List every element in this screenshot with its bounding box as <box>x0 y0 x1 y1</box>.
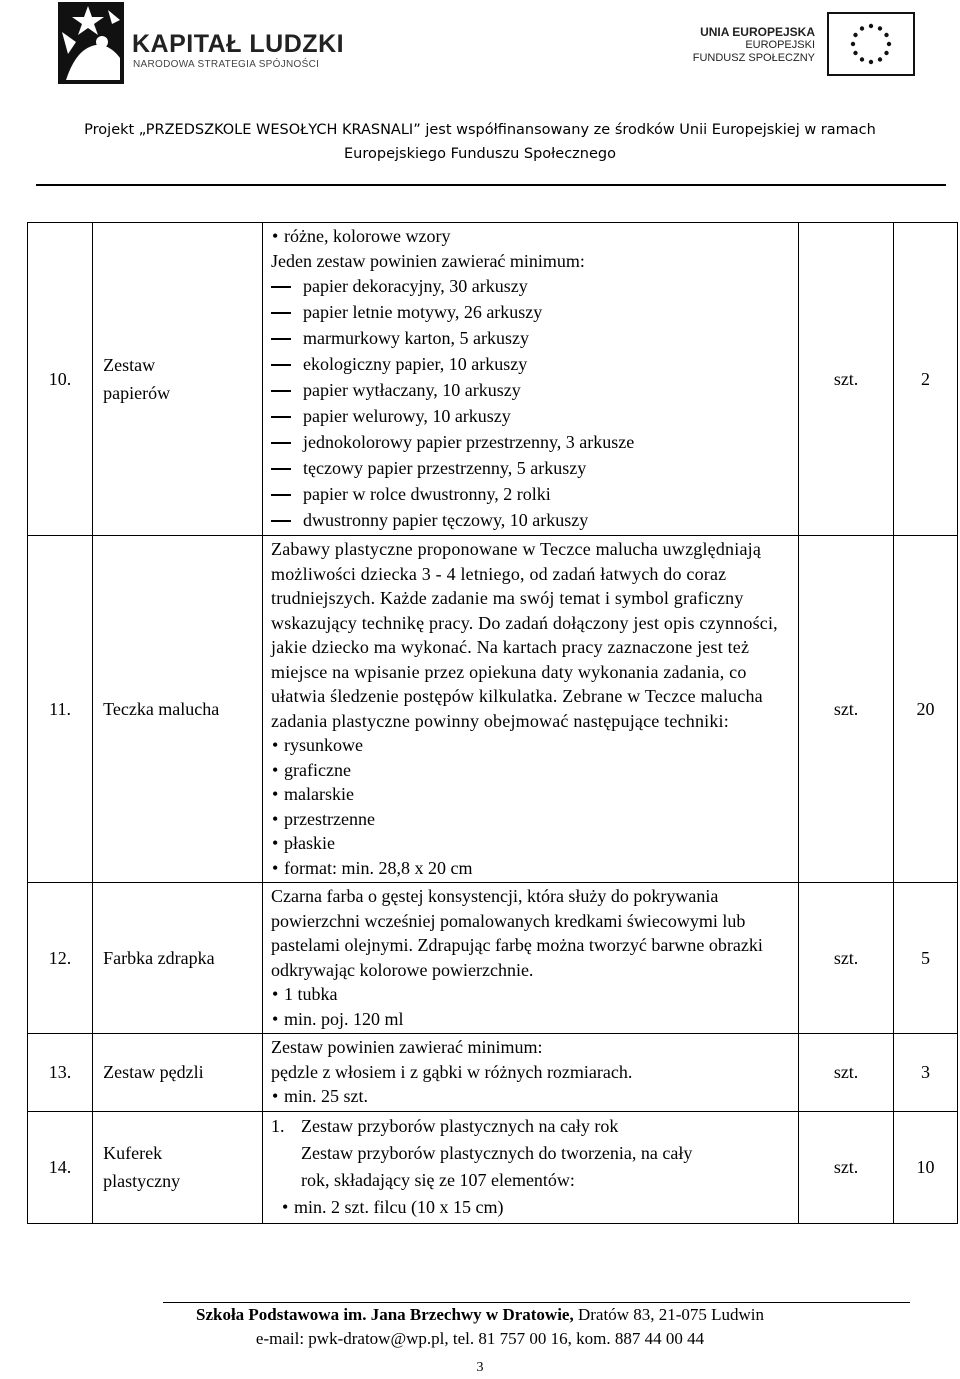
item-name <box>93 223 263 536</box>
table-row <box>28 1111 958 1223</box>
list-item: papier letnie motywy, 26 arkuszy <box>271 299 794 325</box>
project-line1: Projekt „PRZEDSZKOLE WESOŁYCH KRASNALI” jest współfinansowany ze środków Unii Europejskiej w ramach <box>84 122 876 138</box>
description-paragraph: Zabawy plastyczne proponowane w Teczce malucha uwzględniają możliwości dziecka 3 - 4 letniego, od zadań łatwych do coraz trudniejszych. Każde zadanie ma swój temat i symbol graficzny wskazujący technikę pracy. Do zadań dołączony jest opis czynności, jakie dziecko ma wykonać. Na kartach pracy zaznaczone jest też miejsce na wpisanie przez opiekuna daty wykonania zadania, co ułatwia śledzenie postępów kilkulatka. Zebrane w Teczce malucha zadania plastyczne powinny obejmować następujące techniki: <box>271 539 778 731</box>
numbered-text: Zestaw przyborów plastycznych na cały rok <box>301 1115 619 1136</box>
item-name: Farbka zdrapka <box>93 883 263 1034</box>
item-number: 13. <box>28 1034 93 1112</box>
list-item: • graficzne <box>271 758 794 783</box>
list-item: ekologiczny papier, 10 arkuszy <box>271 351 794 377</box>
list-item: • min. poj. 120 ml <box>271 1007 794 1032</box>
item-quantity: 3 <box>893 1034 957 1112</box>
dash-list <box>271 273 794 533</box>
item-description <box>263 883 799 1034</box>
bullet-list <box>271 733 794 880</box>
list-item: tęczowy papier przestrzenny, 5 arkuszy <box>271 455 794 481</box>
item-name-line: Zestaw <box>103 355 156 375</box>
footer-school-address: Dratów 83, 21-075 Ludwin <box>573 1305 765 1324</box>
item-name: Zestaw pędzli <box>93 1034 263 1112</box>
item-description <box>263 1111 799 1223</box>
item-description <box>263 1034 799 1112</box>
list-item: • format: min. 28,8 x 20 cm <box>271 856 794 881</box>
item-unit: szt. <box>799 1034 894 1112</box>
description-paragraph: Czarna farba o gęstej konsystencji, która służy do pokrywania powierzchni wcześniej pomalowanych kredkami świecowymi lub pastelami olejnymi. Zdrapując farbę można tworzyć barwne obrazki odkrywając kolorowe powierzchnie. <box>271 886 763 980</box>
item-quantity: 20 <box>893 536 957 883</box>
list-item: papier wytłaczany, 10 arkuszy <box>271 377 794 403</box>
page-header <box>0 0 960 190</box>
list-item: marmurkowy karton, 5 arkuszy <box>271 325 794 351</box>
description-line: Zestaw powinien zawierać minimum: <box>271 1037 543 1057</box>
item-number: 11. <box>28 536 93 883</box>
page-number: 3 <box>476 1360 484 1375</box>
eu-line2: EUROPEJSKI <box>745 39 815 51</box>
item-name-line: Kuferek <box>103 1143 163 1163</box>
eu-logo-text <box>693 26 815 65</box>
kapital-ludzki-subtitle: NARODOWA STRATEGIA SPÓJNOŚCI <box>133 59 320 70</box>
item-unit: szt. <box>799 883 894 1034</box>
table-row <box>28 536 958 883</box>
item-unit: szt. <box>799 1111 894 1223</box>
item-unit: szt. <box>799 223 894 536</box>
kapital-ludzki-logo <box>58 2 348 86</box>
eu-logo <box>692 12 915 78</box>
kapital-ludzki-emblem-icon <box>58 2 124 84</box>
bullet-list <box>271 982 794 1031</box>
item-quantity: 5 <box>893 883 957 1034</box>
items-table <box>27 222 958 1224</box>
numbered-item <box>271 1113 794 1140</box>
description-intro: Jeden zestaw powinien zawierać minimum: <box>271 250 585 271</box>
bullet-list <box>271 1084 794 1109</box>
item-quantity: 10 <box>893 1111 957 1223</box>
list-item: papier dekoracyjny, 30 arkuszy <box>271 273 794 299</box>
table-row <box>28 223 958 536</box>
list-item: • 1 tubka <box>271 982 794 1007</box>
eu-flag-icon <box>827 12 915 76</box>
footer-school <box>0 1305 960 1325</box>
footer-contact: e-mail: pwk-dratow@wp.pl, tel. 81 757 00 16, kom. 887 44 00 44 <box>255 1329 705 1348</box>
list-item: dwustronny papier tęczowy, 10 arkuszy <box>271 507 794 533</box>
list-item: • płaskie <box>271 831 794 856</box>
list-item: • różne, kolorowe wzory <box>271 224 794 249</box>
project-line2: Europejskiego Funduszu Społecznego <box>344 146 616 162</box>
item-description <box>263 223 799 536</box>
kapital-ludzki-name: KAPITAŁ LUDZKI <box>132 30 345 58</box>
footer-divider <box>163 1302 910 1303</box>
eu-line3: FUNDUSZ SPOŁECZNY <box>692 52 815 64</box>
item-quantity: 2 <box>893 223 957 536</box>
item-name <box>93 1111 263 1223</box>
list-item: papier welurowy, 10 arkuszy <box>271 403 794 429</box>
item-description <box>263 536 799 883</box>
eu-line1: UNIA EUROPEJSKA <box>700 25 815 39</box>
list-item: • min. 2 szt. filcu (10 x 15 cm) <box>281 1194 794 1221</box>
list-item: jednokolorowy papier przestrzenny, 3 arkusze <box>271 429 794 455</box>
item-number: 14. <box>28 1111 93 1223</box>
table-row <box>28 883 958 1034</box>
list-item: • przestrzenne <box>271 807 794 832</box>
bullet-list <box>271 224 794 249</box>
item-name: Teczka malucha <box>93 536 263 883</box>
description-line: pędzle z włosiem i z gąbki w różnych rozmiarach. <box>271 1061 633 1082</box>
item-unit: szt. <box>799 536 894 883</box>
item-name-line: papierów <box>103 383 171 403</box>
list-item: • malarskie <box>271 782 794 807</box>
list-item: • min. 25 szt. <box>271 1084 794 1109</box>
project-info <box>0 118 960 166</box>
item-number: 10. <box>28 223 93 536</box>
item-number: 12. <box>28 883 93 1034</box>
list-item: papier w rolce dwustronny, 2 rolki <box>271 481 794 507</box>
table-row <box>28 1034 958 1112</box>
footer-school-name: Szkoła Podstawowa im. Jana Brzechwy w Dratowie, <box>195 1305 574 1324</box>
bullet-list <box>271 1194 794 1221</box>
item-name-line: plastyczny <box>103 1171 181 1191</box>
header-divider <box>36 184 946 186</box>
list-item: • rysunkowe <box>271 733 794 758</box>
description-line: rok, składający się ze 107 elementów: <box>301 1169 575 1190</box>
numbered-label: 1. <box>271 1115 285 1136</box>
description-line: Zestaw przyborów plastycznych do tworzenia, na cały <box>301 1142 693 1163</box>
